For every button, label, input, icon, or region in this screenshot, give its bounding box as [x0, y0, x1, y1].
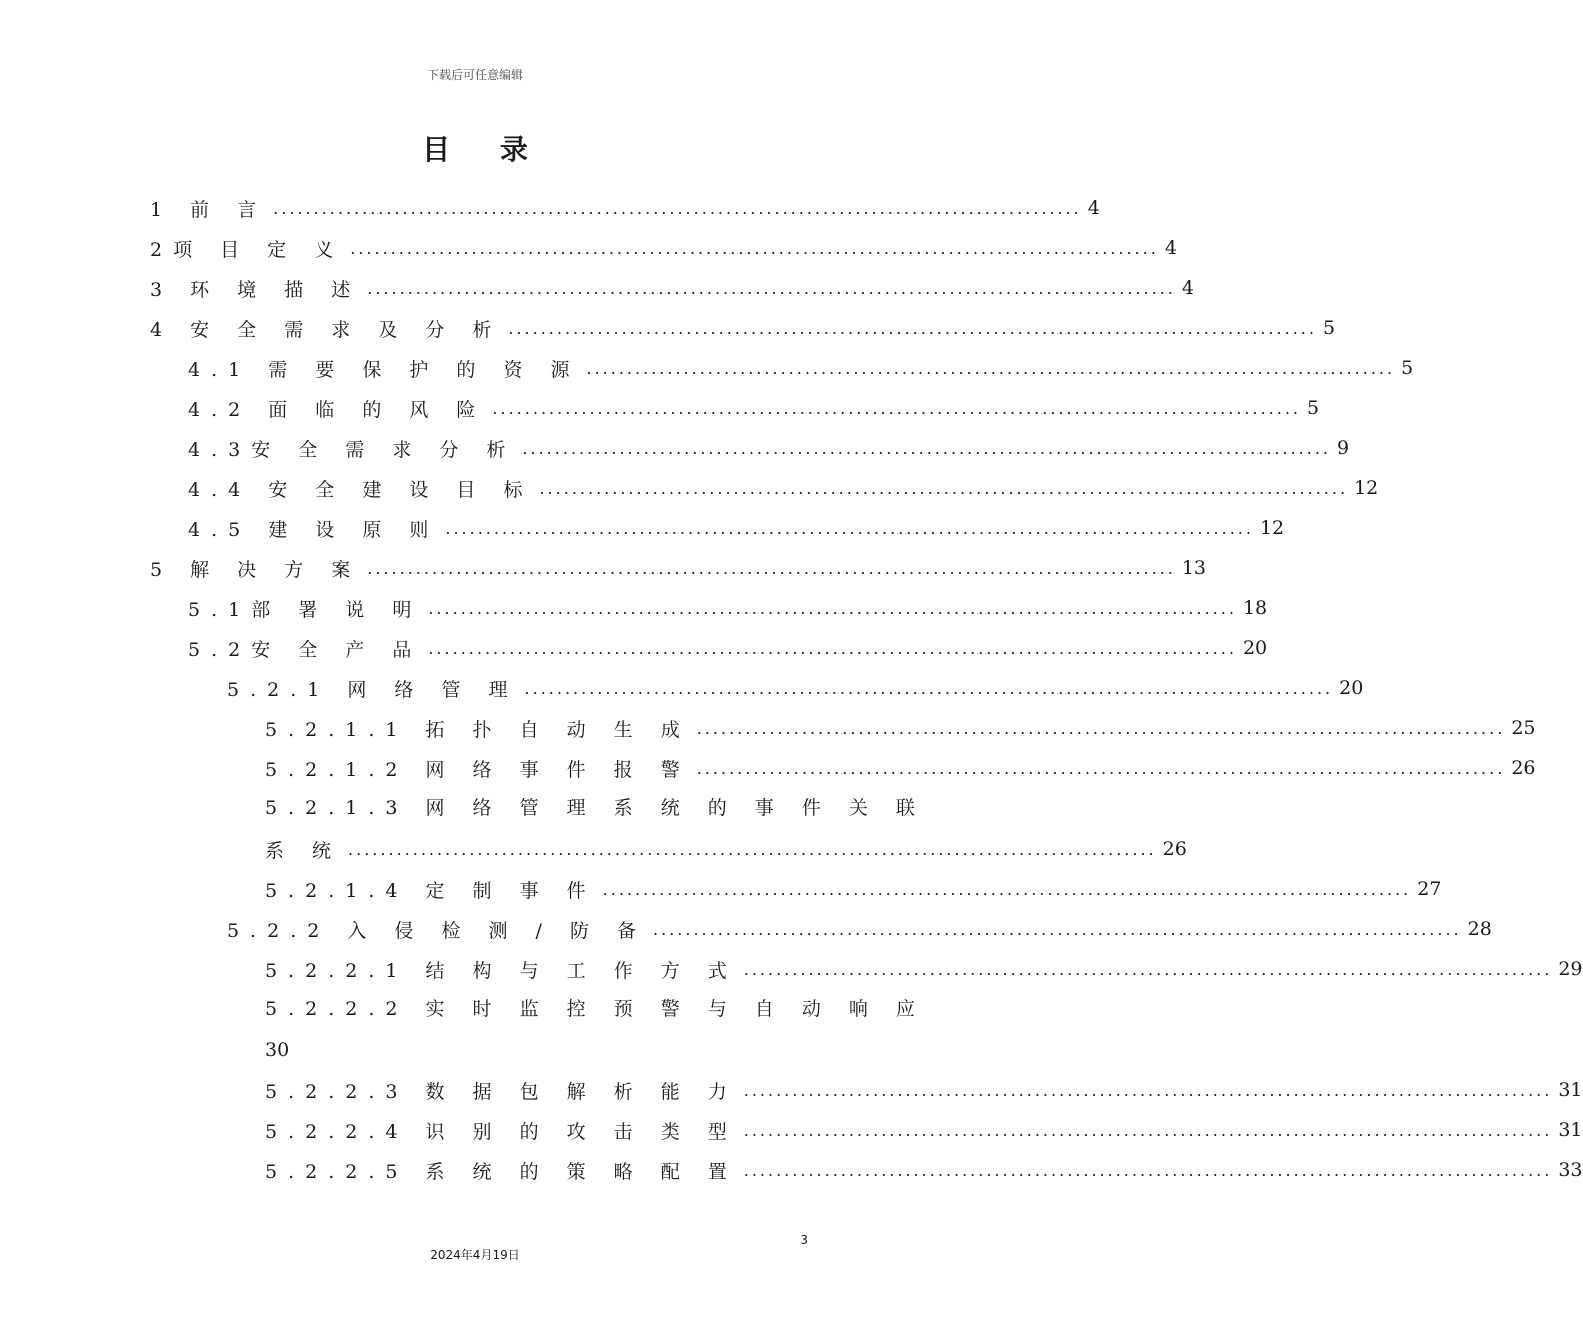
toc-leader: ....................................................................................................: [602, 879, 1412, 899]
toc-page: 12: [1354, 477, 1379, 499]
toc-entry[interactable]: [150, 188, 1100, 228]
toc-entry[interactable]: [150, 268, 1194, 308]
toc-label: 5.2.1.4 定 制 事 件: [265, 879, 597, 902]
toc-leader: ....................................................................................................: [743, 1080, 1553, 1100]
toc-page: 25: [1511, 717, 1536, 739]
toc-label: 5.2.2.3 数 据 包 解 析 能 力: [265, 1080, 738, 1103]
toc-label: 4 安 全 需 求 及 分 析: [150, 318, 503, 341]
toc-leader: ....................................................................................................: [492, 398, 1302, 418]
toc-label: 系 统: [265, 839, 343, 862]
page-title: 目 录: [422, 133, 548, 166]
toc-entry[interactable]: [188, 508, 1285, 548]
toc-page: 31: [1558, 1079, 1583, 1101]
toc-label: 2项 目 定 义: [150, 238, 345, 261]
toc-page: 13: [1181, 557, 1207, 579]
toc-page: 18: [1242, 597, 1268, 619]
toc-entry[interactable]: [150, 308, 1336, 348]
toc-leader: ....................................................................................................: [350, 238, 1159, 258]
toc-page: 5: [1401, 357, 1414, 379]
toc-page: 29: [1558, 958, 1583, 980]
toc-entry[interactable]: [265, 1150, 1583, 1190]
toc-leader: ....................................................................................................: [367, 558, 1176, 578]
toc-page-wrapped: 30: [265, 1039, 290, 1061]
toc-leader: ....................................................................................................: [743, 1120, 1553, 1140]
toc-page: 31: [1558, 1119, 1583, 1141]
toc-entry[interactable]: [188, 388, 1320, 428]
toc-entry[interactable]: [265, 1070, 1583, 1110]
toc-entry[interactable]: [188, 428, 1350, 468]
page-number: 3: [800, 1233, 808, 1247]
toc-label: 4.2 面 临 的 风 险: [188, 398, 487, 421]
toc-page: 26: [1511, 757, 1536, 779]
toc-entry[interactable]: [227, 909, 1492, 949]
toc-leader: ....................................................................................................: [743, 1160, 1553, 1180]
toc-entry-wrapped[interactable]: 5.2.1.3 网 络 管 理 系 统 的 事 件 关 联: [265, 797, 926, 819]
toc-leader: ....................................................................................................: [524, 678, 1334, 698]
page-header: 下载后可任意编辑: [426, 68, 523, 82]
toc-label: 5.1部 署 说 明: [188, 598, 423, 621]
toc-label: 5.2.1 网 络 管 理: [227, 678, 519, 701]
toc-entry[interactable]: [265, 829, 1187, 869]
toc-label: 3 环 境 描 述: [150, 278, 362, 301]
toc-page: 9: [1337, 437, 1350, 459]
toc-page: 12: [1259, 517, 1285, 539]
toc-label: 5.2.1.1 拓 扑 自 动 生 成: [265, 718, 691, 741]
toc-page: 20: [1242, 637, 1268, 659]
toc-leader: ....................................................................................................: [696, 758, 1506, 778]
toc-leader: ....................................................................................................: [367, 278, 1176, 298]
toc-leader: ....................................................................................................: [445, 518, 1254, 538]
toc-leader: ....................................................................................................: [586, 358, 1396, 378]
toc-leader: ....................................................................................................: [428, 638, 1237, 658]
toc-leader: ....................................................................................................: [696, 718, 1506, 738]
toc-label: 4.5 建 设 原 则: [188, 518, 440, 541]
toc-page: 5: [1322, 317, 1336, 339]
toc-page: 4: [1181, 277, 1194, 299]
toc-entry[interactable]: [188, 348, 1414, 388]
toc-entry[interactable]: [227, 668, 1364, 708]
toc-entry[interactable]: [265, 708, 1536, 748]
toc-leader: ....................................................................................................: [522, 438, 1332, 458]
toc-page: 20: [1339, 677, 1364, 699]
toc-leader: ....................................................................................................: [508, 318, 1317, 338]
toc-leader: ....................................................................................................: [539, 478, 1349, 498]
toc-leader: ....................................................................................................: [653, 919, 1462, 939]
toc-leader: ....................................................................................................: [428, 598, 1237, 618]
toc-entry[interactable]: [265, 748, 1536, 788]
toc-entry[interactable]: [150, 228, 1177, 268]
toc-label: 5.2.1.2 网 络 事 件 报 警: [265, 758, 691, 781]
toc-entry[interactable]: [150, 548, 1207, 588]
toc-page: 27: [1417, 878, 1442, 900]
toc-leader: ....................................................................................................: [348, 839, 1157, 859]
toc-label: 5.2.2.1 结 构 与 工 作 方 式: [265, 959, 738, 982]
toc-page: 4: [1087, 197, 1100, 219]
toc-page: 26: [1162, 838, 1187, 860]
toc-page: 33: [1558, 1159, 1583, 1181]
toc-label: 4.4 安 全 建 设 目 标: [188, 478, 534, 501]
toc-entry[interactable]: [188, 628, 1268, 668]
toc-entry-wrapped[interactable]: 5.2.2.2 实 时 监 控 预 警 与 自 动 响 应: [265, 998, 926, 1020]
toc-entry[interactable]: [265, 949, 1583, 989]
toc-leader: ....................................................................................................: [743, 959, 1553, 979]
toc-entry[interactable]: [188, 468, 1379, 508]
toc-label: 5.2安 全 产 品: [188, 638, 423, 661]
toc-page: 5: [1307, 397, 1320, 419]
toc-label: 5.2.2 入 侵 检 测 / 防 备: [227, 919, 648, 942]
toc-page: 28: [1467, 918, 1492, 940]
toc-label: 5 解 决 方 案: [150, 558, 362, 581]
toc-entry[interactable]: [265, 869, 1442, 909]
toc-entry[interactable]: [188, 588, 1268, 628]
toc-leader: ....................................................................................................: [273, 198, 1082, 218]
toc-page: 4: [1164, 237, 1177, 259]
toc-entry[interactable]: [265, 1110, 1583, 1150]
toc-label: 4.1 需 要 保 护 的 资 源: [188, 358, 581, 381]
toc-label: 5.2.2.4 识 别 的 攻 击 类 型: [265, 1120, 738, 1143]
toc-label: 4.3安 全 需 求 分 析: [188, 438, 517, 461]
toc-label: 5.2.2.5 系 统 的 策 略 配 置: [265, 1160, 738, 1183]
toc-label: 1 前 言: [150, 198, 268, 221]
page-footer-date: 2024年4月19日: [430, 1248, 520, 1262]
